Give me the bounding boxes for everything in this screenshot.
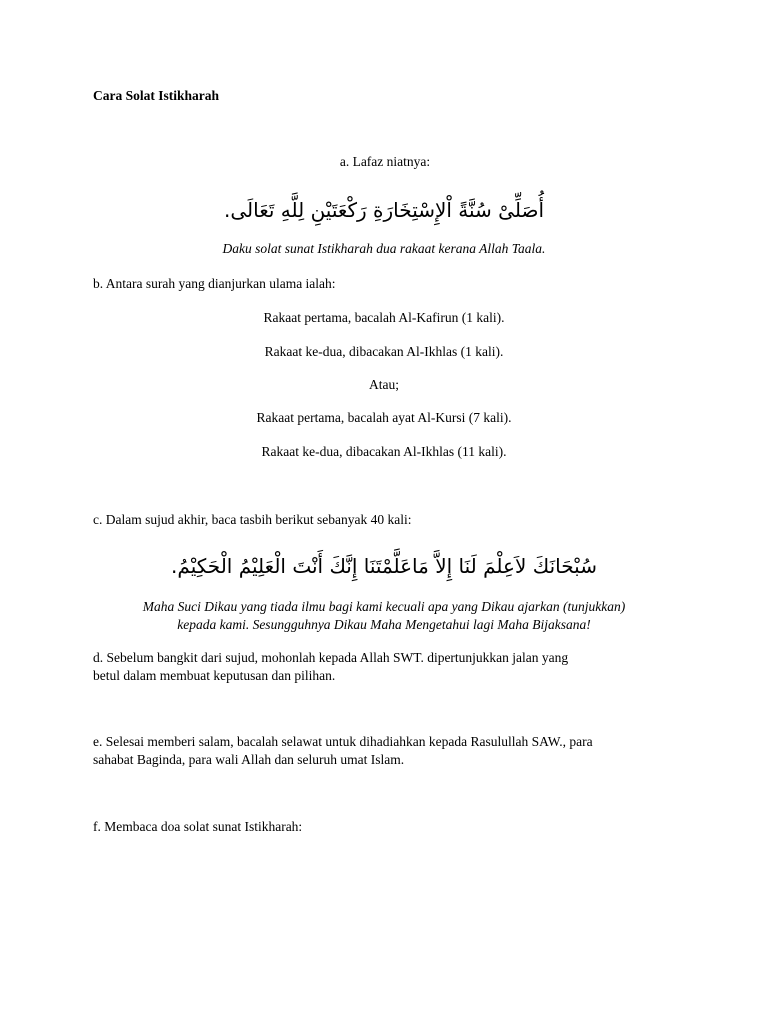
section-b-line-1: Rakaat pertama, bacalah Al-Kafirun (1 kali). [263, 310, 505, 325]
section-c-arabic-tasbih: سُبْحَانَكَ لاَعِلْمَ لَنَا إِلاَّ مَاعَلَّمْتَنَا إِنَّكَ أَنْتَ الْعَلِيْمُ الْحَكِيْمُ. [171, 554, 597, 578]
section-d-line-2: betul dalam membuat keputusan dan pilihan. [93, 668, 336, 683]
section-b-line-2: Rakaat ke-dua, dibacakan Al-Ikhlas (1 kali). [264, 344, 504, 359]
section-b-line-3: Rakaat pertama, bacalah ayat Al-Kursi (7 kali). [256, 410, 512, 425]
section-b-line-atau: Atau; [369, 377, 399, 392]
section-d-line-1: d. Sebelum bangkit dari sujud, mohonlah kepada Allah SWT. dipertunjukkan jalan yang [93, 650, 569, 665]
section-c-translation-line-1: Maha Suci Dikau yang tiada ilmu bagi kami kecuali apa yang Dikau ajarkan (tunjukkan) [142, 599, 626, 614]
document-title: Cara Solat Istikharah [93, 88, 220, 103]
section-f-heading: f. Membaca doa solat sunat Istikharah: [93, 819, 303, 834]
section-e-line-1: e. Selesai memberi salam, bacalah selawat untuk dihadiahkan kepada Rasulullah SAW., para [93, 734, 593, 749]
section-a-arabic-niat: أُصَلِّىْ سُنَّةً اْلإِسْتِخَارَةِ رَكْعَتَيْنِ لِلَّهِ تَعَالَى. [223, 198, 545, 222]
section-b-heading: b. Antara surah yang dianjurkan ulama ialah: [93, 276, 336, 291]
section-c-heading: c. Dalam sujud akhir, baca tasbih berikut sebanyak 40 kali: [93, 512, 412, 527]
section-b-line-4: Rakaat ke-dua, dibacakan Al-Ikhlas (11 kali). [261, 444, 507, 459]
section-a-heading: a. Lafaz niatnya: [339, 154, 431, 169]
section-a-translation: Daku solat sunat Istikharah dua rakaat kerana Allah Taala. [222, 241, 546, 256]
section-c-translation-line-2: kepada kami. Sesungguhnya Dikau Maha Mengetahui lagi Maha Bijaksana! [177, 617, 591, 632]
section-e-line-2: sahabat Baginda, para wali Allah dan seluruh umat Islam. [93, 752, 405, 767]
